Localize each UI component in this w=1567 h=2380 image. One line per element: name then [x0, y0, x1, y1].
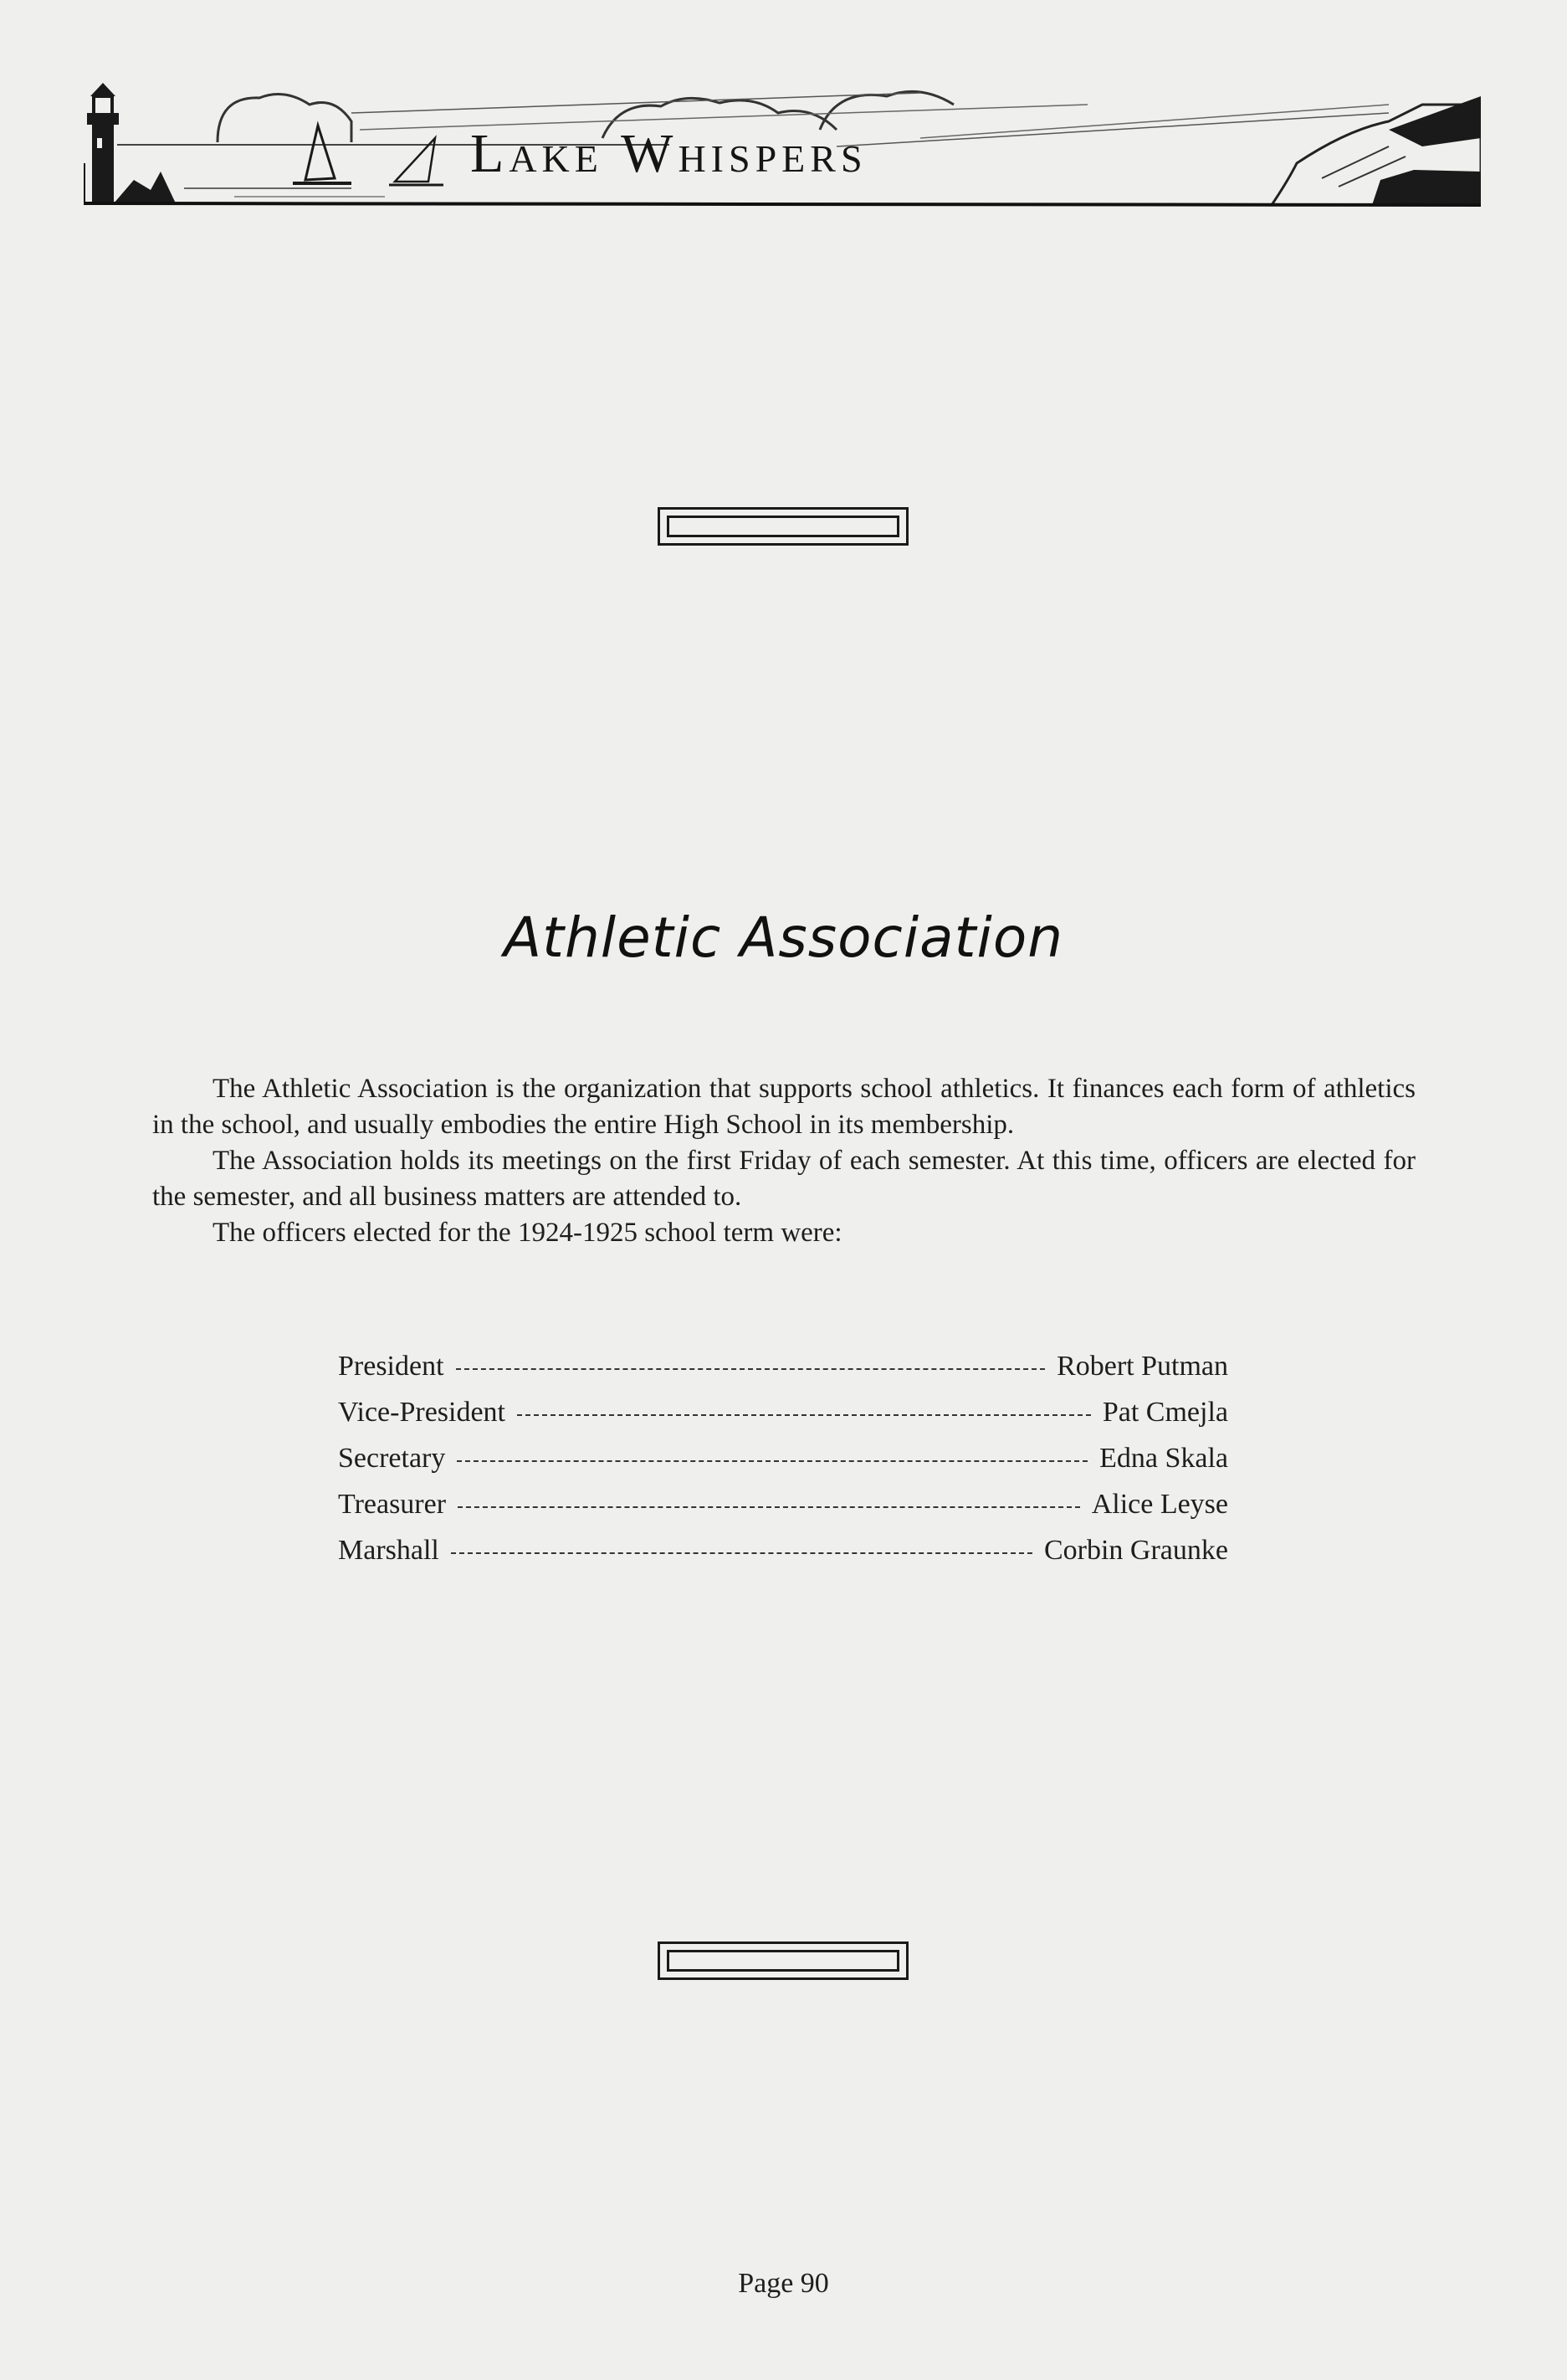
dot-leader: [451, 1552, 1032, 1554]
top-ornament-divider: [658, 507, 909, 546]
publication-title: Lake Whispers: [470, 123, 868, 184]
page-header-banner: [84, 80, 1481, 213]
article-body: [152, 1071, 1416, 1251]
page-number: Page 90: [738, 2268, 829, 2299]
officer-name: Alice Leyse: [1091, 1489, 1228, 1520]
officers-list: [338, 1351, 1228, 1581]
officer-title: Secretary: [338, 1443, 446, 1474]
paragraph: The Athletic Association is the organization that supports school athletics. It finances each form of athletics in the school, and usually embodies the entire High School in its membership.: [152, 1074, 1416, 1140]
paragraph: The Association holds its meetings on the first Friday of each semester. At this time, officers are elected for the semester, and all business matters are attended to.: [152, 1146, 1416, 1212]
officer-title: Marshall: [338, 1535, 439, 1566]
dot-leader: [457, 1460, 1088, 1462]
officer-name: Pat Cmejla: [1102, 1397, 1228, 1428]
page-title: Athletic Association: [503, 905, 1064, 970]
dot-leader: [456, 1368, 1046, 1370]
paragraph: The officers elected for the 1924-1925 school term were:: [213, 1218, 842, 1248]
dot-leader: [458, 1506, 1080, 1508]
officer-row-president: [338, 1351, 1228, 1397]
officer-name: Robert Putman: [1057, 1351, 1228, 1382]
dot-leader: [517, 1414, 1091, 1416]
officer-row-secretary: [338, 1443, 1228, 1489]
officer-name: Corbin Graunke: [1043, 1535, 1228, 1566]
officer-title: President: [338, 1351, 444, 1382]
officer-title: Treasurer: [338, 1489, 447, 1520]
officer-row-marshall: [338, 1535, 1228, 1581]
officer-title: Vice-President: [338, 1397, 505, 1428]
officer-name: Edna Skala: [1099, 1443, 1228, 1474]
officer-row-vice-president: [338, 1397, 1228, 1443]
bottom-ornament-divider: [658, 1941, 909, 1980]
officer-row-treasurer: [338, 1489, 1228, 1535]
